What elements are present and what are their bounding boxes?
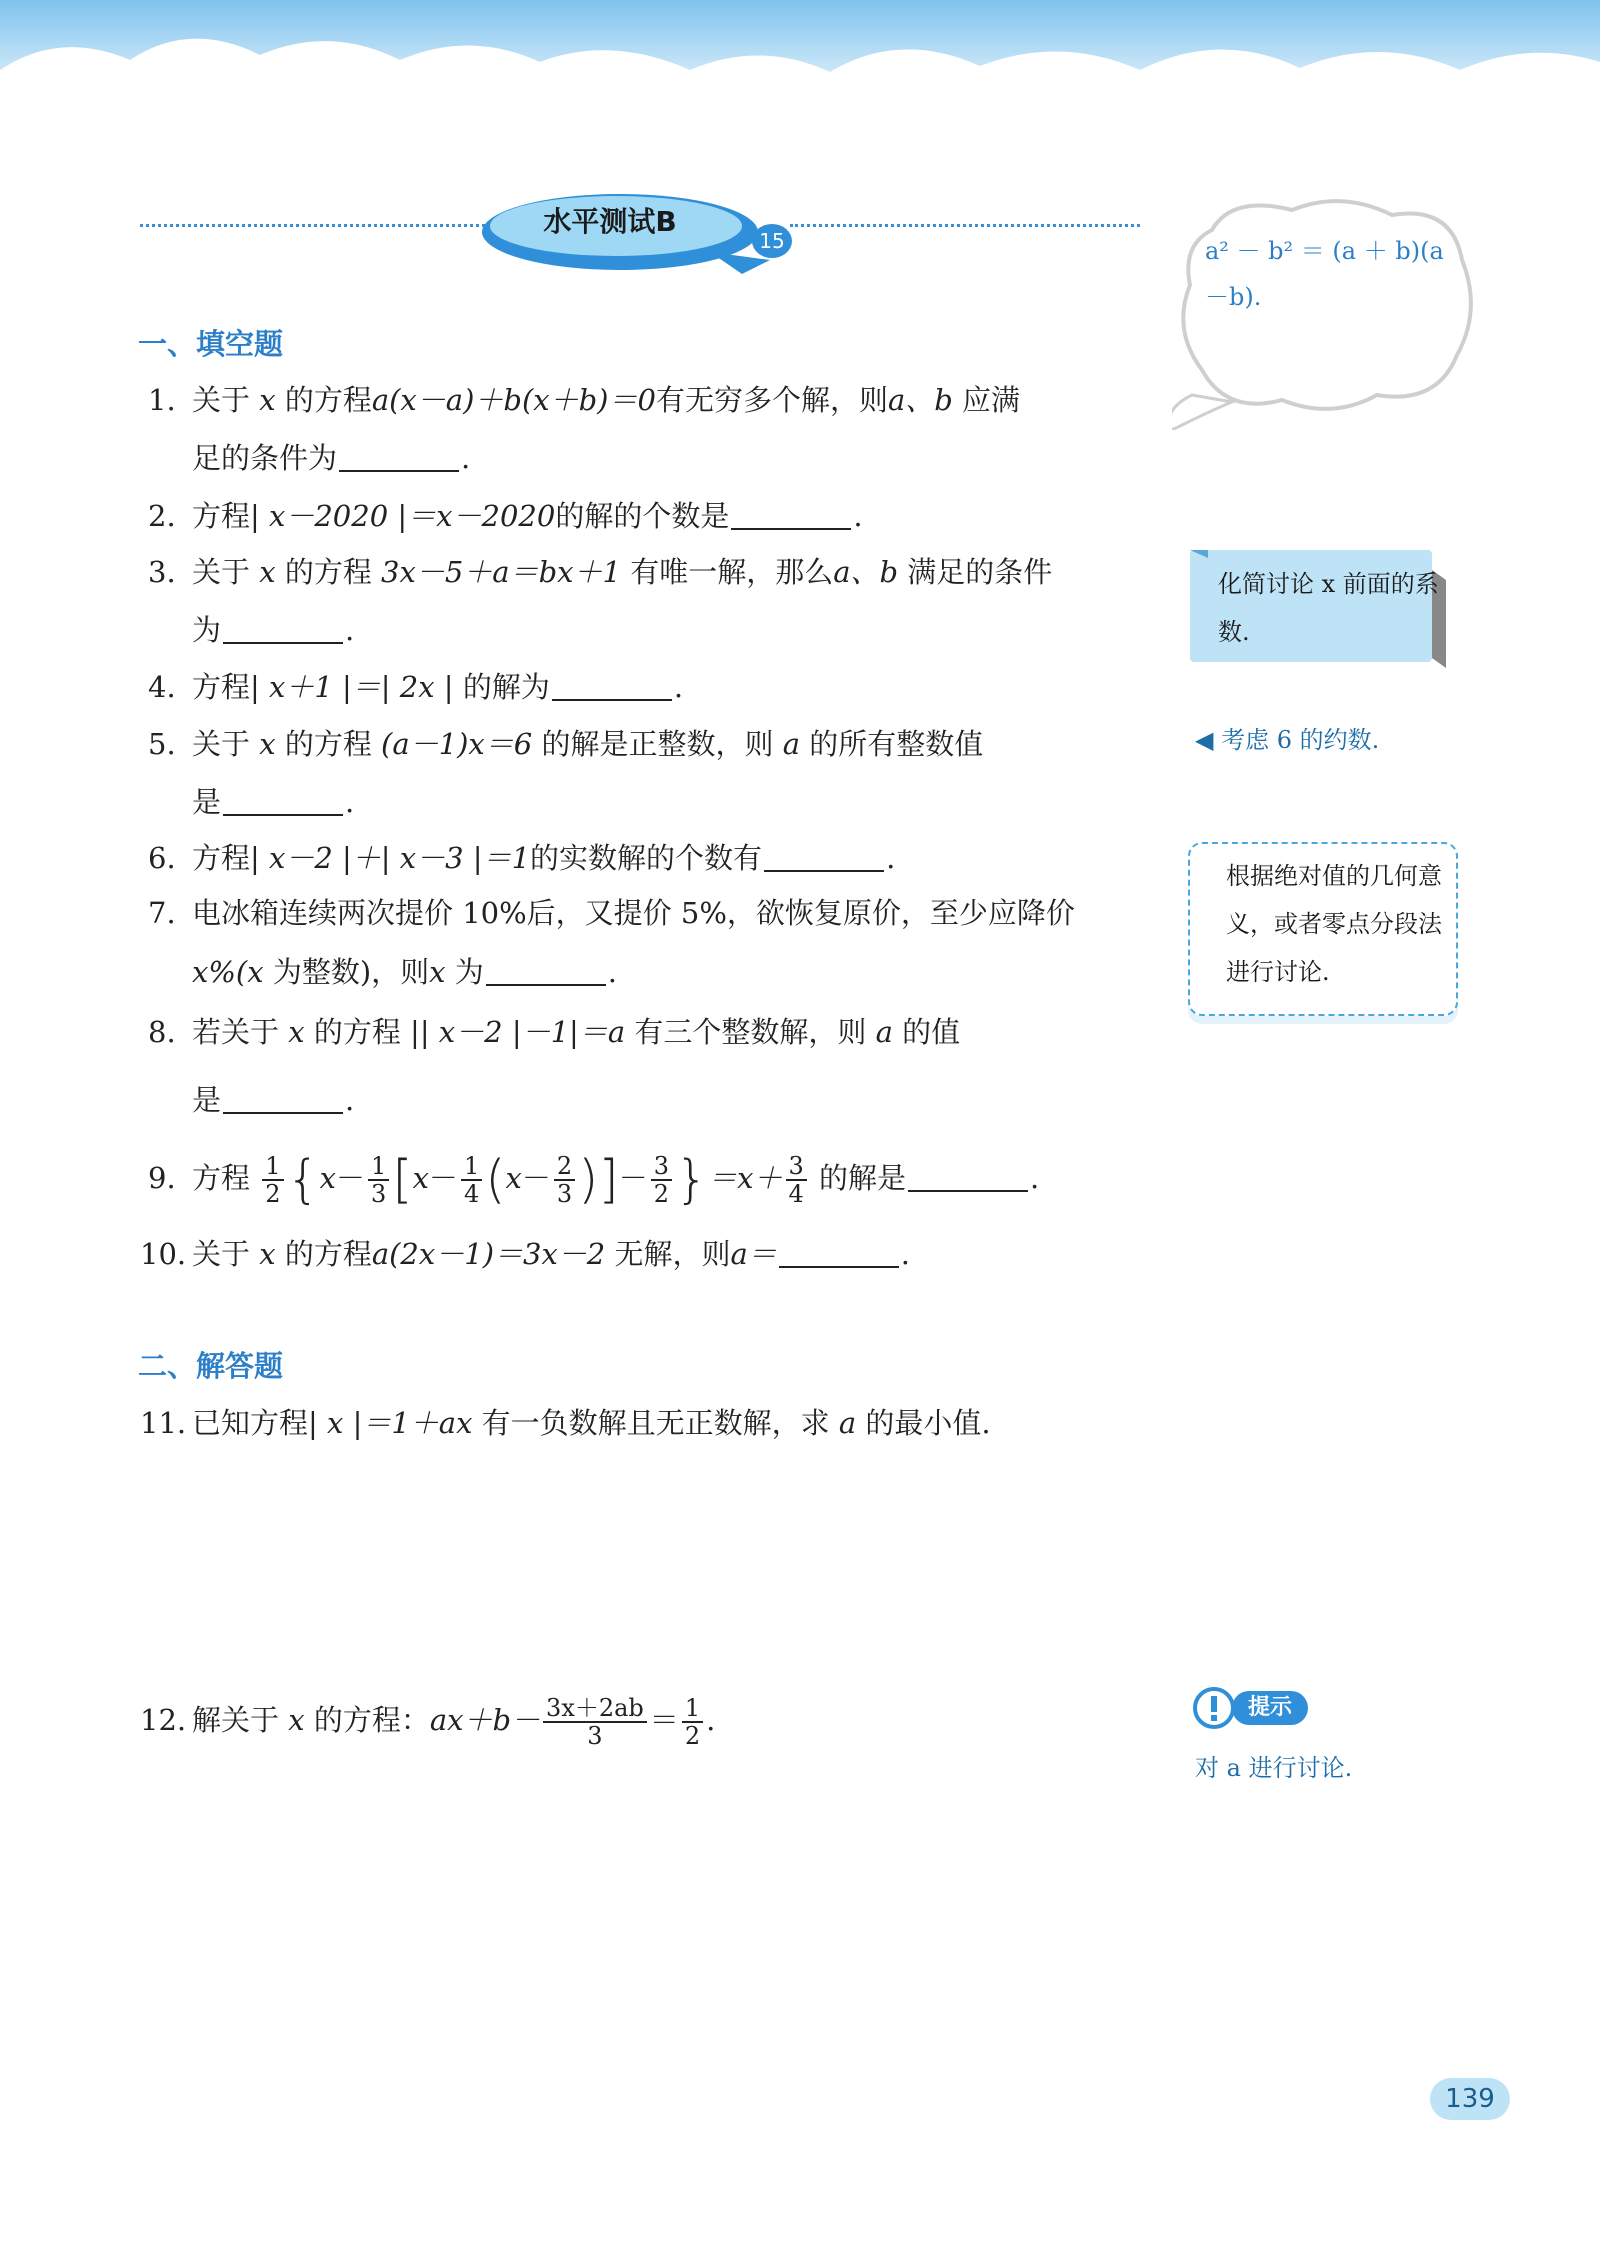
answer-blank[interactable] — [486, 958, 606, 986]
fraction: $\frac{2}{3}$ — [554, 1153, 575, 1207]
answer-blank[interactable] — [908, 1164, 1028, 1192]
divisor-note: ◀ 考虑 6 的约数. — [1195, 726, 1380, 754]
answer-blank[interactable] — [552, 673, 672, 701]
tab-note-text: 化简讨论 x 前面的系数. — [1218, 570, 1439, 646]
left-paren: ( — [485, 1150, 506, 1210]
answer-blank[interactable] — [779, 1240, 899, 1268]
sky-banner — [0, 0, 1600, 190]
hint-label: 提示 — [1248, 1695, 1293, 1720]
answer-blank[interactable] — [223, 1086, 343, 1114]
section-title-fill-blank: 一、填空题 — [138, 327, 284, 361]
question-1-line2: 足的条件为 . — [192, 441, 471, 475]
question-7-line2: x%(x 为整数)，则x 为 . — [192, 955, 617, 989]
answer-blank[interactable] — [764, 844, 884, 872]
question-number: 1. — [148, 383, 176, 417]
section-title-answer: 二、解答题 — [138, 1349, 284, 1383]
answer-blank[interactable] — [223, 788, 343, 816]
fraction: $\frac{1}{3}$ — [368, 1153, 389, 1207]
right-paren: ) — [578, 1150, 599, 1210]
fraction: $\frac{1}{2}$ — [262, 1153, 283, 1207]
unit-number-badge: 15 — [752, 224, 792, 258]
fraction: $\frac{3}{2}$ — [651, 1153, 672, 1207]
question-8-line2: 是 . — [192, 1083, 355, 1117]
fraction: $\frac{3x+2ab}{3}$ — [543, 1695, 647, 1749]
answer-blank[interactable] — [731, 502, 851, 530]
hint-text: 对 a 进行讨论. — [1195, 1754, 1353, 1782]
page-number: 139 — [1430, 2078, 1510, 2120]
question-5-line2: 是 . — [192, 785, 355, 819]
cloud-note-text: a² － b² ＝ (a ＋ b)(a－b). — [1205, 237, 1444, 311]
header-dotted-rule-left — [140, 224, 485, 227]
fraction: $\frac{3}{4}$ — [786, 1153, 807, 1207]
dashed-note-text: 根据绝对值的几何意义，或者零点分段法进行讨论. — [1226, 862, 1442, 986]
answer-blank[interactable] — [223, 616, 343, 644]
right-bracket: ] — [598, 1150, 619, 1210]
question-3-line2: 为 . — [192, 613, 355, 647]
answer-blank[interactable] — [339, 444, 459, 472]
fraction: $\frac{1}{2}$ — [682, 1695, 703, 1749]
fraction: $\frac{1}{4}$ — [461, 1153, 482, 1207]
right-brace: } — [675, 1150, 709, 1210]
page-title: 水平测试B — [543, 205, 677, 238]
left-brace: { — [286, 1150, 320, 1210]
left-bracket: [ — [392, 1150, 413, 1210]
header-dotted-rule-right — [790, 224, 1140, 227]
